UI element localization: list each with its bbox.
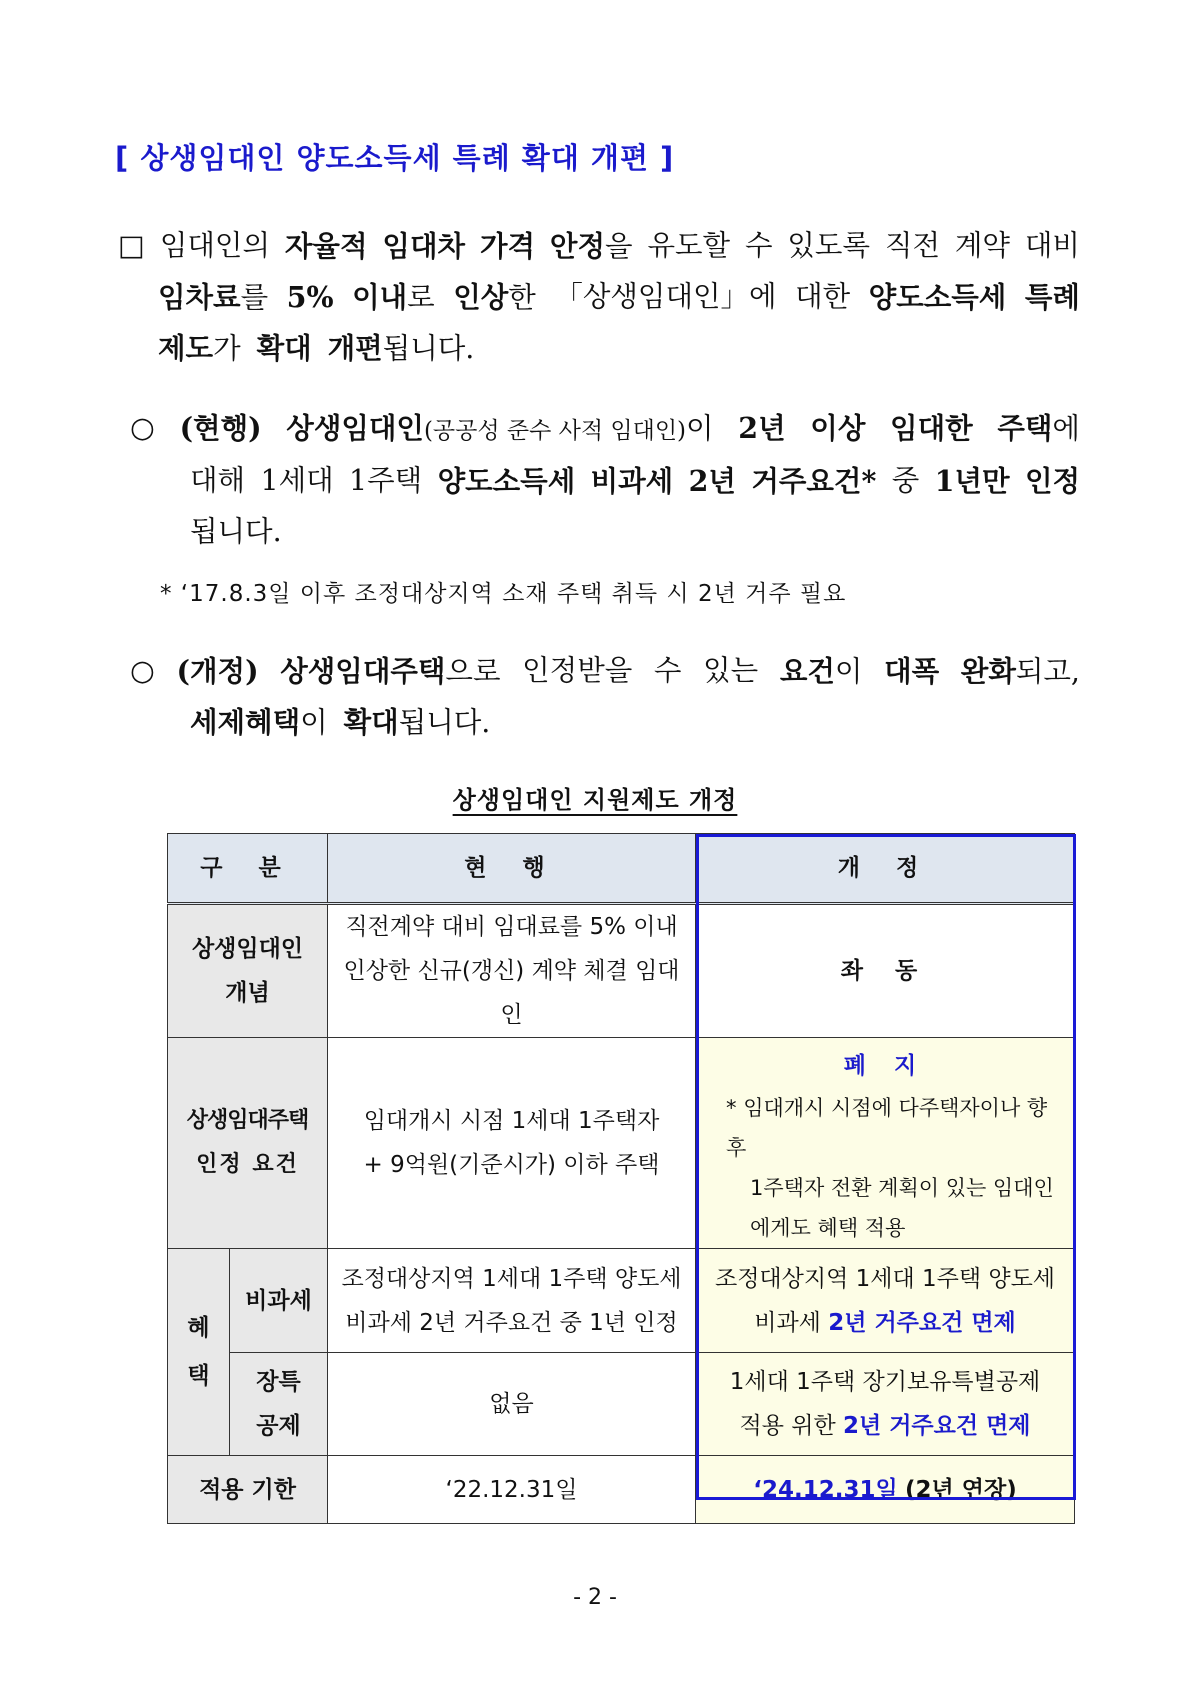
section-heading: [ 상생임대인 양도소득세 특례 확대 개편 ] — [115, 141, 675, 175]
revision-paragraph — [130, 646, 1080, 748]
word: 주택에 — [997, 411, 1080, 445]
revised-cell: ‘24.12.31일 (2년 연장) — [696, 1456, 1075, 1524]
word: 임대인의 — [159, 229, 270, 262]
current-cell: 없음 — [328, 1353, 696, 1456]
word: 상생임대주택으로 — [280, 654, 501, 688]
current-line-2 — [130, 456, 1080, 507]
word: 대한 — [795, 280, 851, 313]
table-row — [168, 1456, 1075, 1524]
word: 자율적 — [284, 229, 368, 263]
revised-cell: 조정대상지역 1세대 1주택 양도세 비과세 2년 거주요건 면제 — [696, 1249, 1075, 1353]
table-header-row — [168, 834, 1075, 904]
word: 대해 — [190, 464, 246, 497]
word: 대폭 — [884, 654, 940, 688]
revised-cell — [696, 1038, 1075, 1249]
word: 요건이 — [779, 654, 863, 688]
current-cell: ‘22.12.31일 — [328, 1456, 696, 1524]
row-label: 상생임대인 개념 — [168, 904, 328, 1038]
benefit-label: 혜 택 — [168, 1249, 230, 1456]
word: 있도록 — [787, 229, 870, 262]
circle-bullet: ○ — [130, 654, 155, 687]
table-title — [0, 780, 1190, 815]
revised-cell: 1세대 1주택 장기보유특별공제 적용 위한 2년 거주요건 면제 — [696, 1353, 1075, 1456]
word: 중 — [891, 464, 920, 497]
revision-line-1 — [130, 646, 1080, 697]
word: 이내로 — [352, 280, 435, 314]
intro-paragraph — [118, 221, 1080, 374]
word: 확대 — [256, 331, 312, 365]
word: 상생임대인(공공성 준수 사적 임대인)이 — [286, 411, 714, 445]
revision-note: * 임대개시 시점에 다주택자이나 향후 1주택자 전환 계획이 있는 임대인 에게도 혜택 적용 — [726, 1096, 1054, 1240]
word: 특례 — [1024, 280, 1080, 314]
current-cell: 조정대상지역 1세대 1주택 양도세 비과세 2년 거주요건 중 1년 인정 — [328, 1249, 696, 1353]
word: 1년만 — [934, 464, 1010, 498]
table-row — [168, 1038, 1075, 1249]
abolished-label: 폐 지 — [843, 1053, 927, 1079]
word: 수 — [653, 654, 682, 687]
intro-line-2 — [118, 272, 1080, 323]
word: 계약 — [954, 229, 1010, 262]
intro-line-1 — [118, 221, 1080, 272]
word: 2년 — [738, 411, 786, 445]
word: 거주요건* — [751, 464, 877, 498]
current-cell: 임대개시 시점 1세대 1주택자 + 9억원(기준시가) 이하 주택 — [328, 1038, 696, 1249]
word: 인정받을 — [522, 654, 633, 687]
word: 개편됩니다. — [327, 331, 475, 365]
word: 임차료를 — [158, 280, 269, 314]
word: (개정) — [176, 654, 259, 688]
word: 1세대 — [260, 464, 334, 497]
word: 수 — [744, 229, 773, 262]
word: 세제혜택이 — [190, 705, 328, 739]
word: 안정을 — [549, 229, 633, 263]
word: 양도소득세 — [437, 464, 576, 498]
word: 비과세 — [590, 464, 674, 498]
current-line-3 — [130, 507, 1080, 557]
revised-cell: 좌 동 — [696, 904, 1075, 1038]
word: 2년 — [688, 464, 736, 498]
word: 확대됩니다. — [343, 705, 491, 739]
footnote: * ‘17.8.3일 이후 조정대상지역 소재 주택 취득 시 2년 거주 필요 — [160, 581, 847, 607]
row-label: 장특 공제 — [230, 1353, 328, 1456]
word: 대비 — [1024, 229, 1080, 262]
table-row — [168, 904, 1075, 1038]
word: 직전 — [884, 229, 940, 262]
checkbox-bullet: □ — [118, 229, 145, 262]
current-line-1 — [130, 403, 1080, 456]
word: 제도가 — [158, 331, 241, 365]
word: 가격 — [479, 229, 535, 263]
revision-line-2 — [130, 697, 1080, 748]
header-revised: 개 정 — [696, 834, 1075, 904]
word: 임대한 — [890, 411, 973, 445]
comparison-table — [167, 833, 1075, 1524]
row-label: 적용 기한 — [168, 1456, 328, 1524]
table-row — [168, 1353, 1075, 1456]
word: 있는 — [703, 654, 759, 687]
word: 유도할 — [647, 229, 731, 262]
word: 됩니다. — [190, 515, 282, 548]
word: 이상 — [810, 411, 866, 445]
row-label: 비과세 — [230, 1249, 328, 1353]
current-paragraph — [130, 403, 1080, 557]
table-row — [168, 1249, 1075, 1353]
page-number: - 2 - — [573, 1585, 617, 1610]
header-category: 구 분 — [168, 834, 328, 904]
row-label: 상생임대주택 인정 요건 — [168, 1038, 328, 1249]
word: 완화되고, — [960, 654, 1080, 688]
current-cell: 직전계약 대비 임대료를 5% 이내 인상한 신규(갱신) 계약 체결 임대인 — [328, 904, 696, 1038]
word: 5% — [286, 280, 334, 314]
circle-bullet: ○ — [130, 411, 155, 444]
header-current: 현 행 — [328, 834, 696, 904]
word: 인상한 — [453, 280, 536, 314]
intro-line-3 — [118, 323, 1080, 374]
table-title-text: 상생임대인 지원제도 개정 — [452, 786, 738, 814]
word: 임대차 — [382, 229, 466, 263]
word: (현행) — [179, 411, 262, 445]
word: 「상생임대인」에 — [554, 280, 777, 313]
word: 1주택 — [349, 464, 423, 497]
word: 인정 — [1024, 464, 1080, 498]
word: 양도소득세 — [868, 280, 1007, 314]
